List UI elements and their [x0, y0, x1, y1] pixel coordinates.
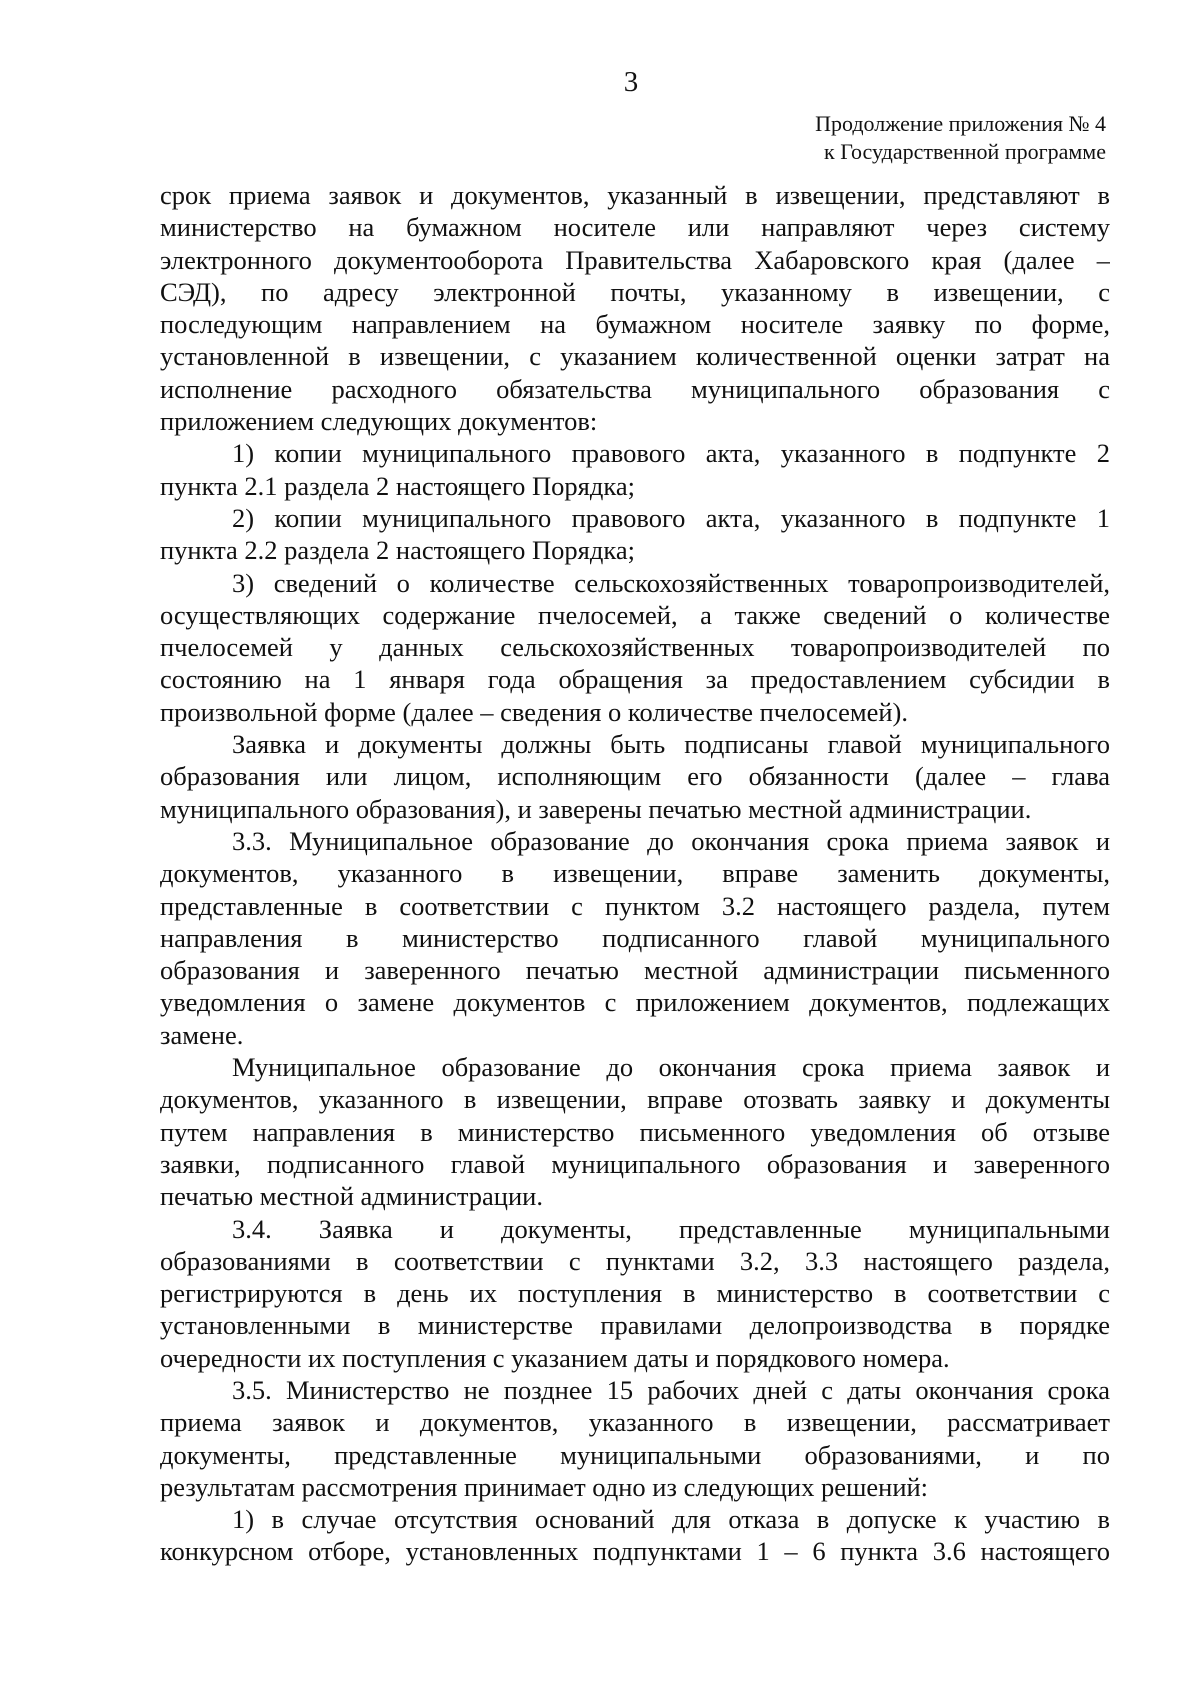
text-line: документов, указанного в извещении, вправе заменить документы,: [160, 858, 1110, 889]
text-line: 1) копии муниципального правового акта, указанного в подпункте 2: [232, 438, 1110, 469]
text-line: 2) копии муниципального правового акта, указанного в подпункте 1: [232, 502, 1110, 533]
text-line: уведомления о замене документов с приложением документов, подлежащих: [160, 987, 1110, 1018]
appendix-header-line-2: к Государственной программе: [824, 139, 1106, 164]
text-line: регистрируются в день их поступления в министерство в соответствии с: [160, 1278, 1110, 1309]
text-line: образования и заверенного печатью местной администрации письменного: [160, 955, 1110, 986]
text-line: исполнение расходного обязательства муниципального образования с: [160, 373, 1110, 404]
text-line: установленными в министерстве правилами делопроизводства в порядке: [160, 1310, 1110, 1341]
text-line: электронного документооборота Правительства Хабаровского края (далее –: [160, 244, 1110, 275]
text-line: приложением следующих документов:: [160, 406, 598, 437]
text-line: 1) в случае отсутствия оснований для отказа в допуске к участию в: [232, 1504, 1110, 1535]
text-line: муниципального образования), и заверены печатью местной администрации.: [160, 793, 1032, 824]
text-line: заявки, подписанного главой муниципального образования и заверенного: [160, 1148, 1110, 1179]
text-line: направления в министерство подписанного главой муниципального: [160, 922, 1110, 953]
text-line: установленной в извещении, с указанием количественной оценки затрат на: [160, 341, 1110, 372]
text-line: осуществляющих содержание пчелосемей, а также сведений о количестве: [160, 599, 1110, 630]
text-line: замене.: [160, 1019, 244, 1050]
text-line: пункта 2.1 раздела 2 настоящего Порядка;: [160, 470, 635, 501]
text-line: образованиями в соответствии с пунктами 3.2, 3.3 настоящего раздела,: [160, 1245, 1110, 1276]
text-line: последующим направлением на бумажном носителе заявку по форме,: [160, 309, 1110, 340]
text-line: министерство на бумажном носителе или направляют через систему: [160, 212, 1110, 243]
text-line: представленные в соответствии с пунктом 3.2 настоящего раздела, путем: [160, 890, 1110, 921]
text-line: 3) сведений о количестве сельскохозяйственных товаропроизводителей,: [232, 567, 1110, 598]
appendix-header-line-1: Продолжение приложения № 4: [815, 111, 1106, 136]
text-line: очередности их поступления с указанием даты и порядкового номера.: [160, 1342, 950, 1373]
text-line: пчелосемей у данных сельскохозяйственных товаропроизводителей по: [160, 632, 1110, 663]
text-line: 3.5. Министерство не позднее 15 рабочих дней с даты окончания срока: [232, 1374, 1110, 1405]
text-line: документов, указанного в извещении, вправе отозвать заявку и документы: [160, 1084, 1110, 1115]
text-line: СЭД), по адресу электронной почты, указанному в извещении, с: [160, 276, 1110, 307]
text-line: 3.4. Заявка и документы, представленные муниципальными: [232, 1213, 1110, 1244]
text-line: конкурсном отборе, установленных подпунктами 1 – 6 пункта 3.6 настоящего: [160, 1536, 1110, 1567]
page-number: 3: [623, 66, 639, 98]
text-line: Муниципальное образование до окончания срока приема заявок и: [232, 1052, 1110, 1083]
text-line: 3.3. Муниципальное образование до окончания срока приема заявок и: [232, 825, 1110, 856]
text-line: приема заявок и документов, указанного в извещении, рассматривает: [160, 1407, 1110, 1438]
text-line: состоянию на 1 января года обращения за предоставлением субсидии в: [160, 664, 1110, 695]
appendix-header: [815, 110, 1106, 166]
text-line: печатью местной администрации.: [160, 1181, 543, 1212]
text-line: произвольной форме (далее – сведения о количестве пчелосемей).: [160, 696, 909, 727]
text-line: образования или лицом, исполняющим его обязанности (далее – глава: [160, 761, 1110, 792]
text-line: документы, представленные муниципальными образованиями, и по: [160, 1439, 1110, 1470]
text-line: путем направления в министерство письменного уведомления об отзыве: [160, 1116, 1110, 1147]
body-text: [160, 179, 1110, 1568]
text-line: пункта 2.2 раздела 2 настоящего Порядка;: [160, 535, 635, 566]
text-line: результатам рассмотрения принимает одно из следующих решений:: [160, 1471, 929, 1502]
text-line: срок приема заявок и документов, указанный в извещении, представляют в: [160, 180, 1110, 210]
text-line: Заявка и документы должны быть подписаны главой муниципального: [232, 729, 1110, 760]
